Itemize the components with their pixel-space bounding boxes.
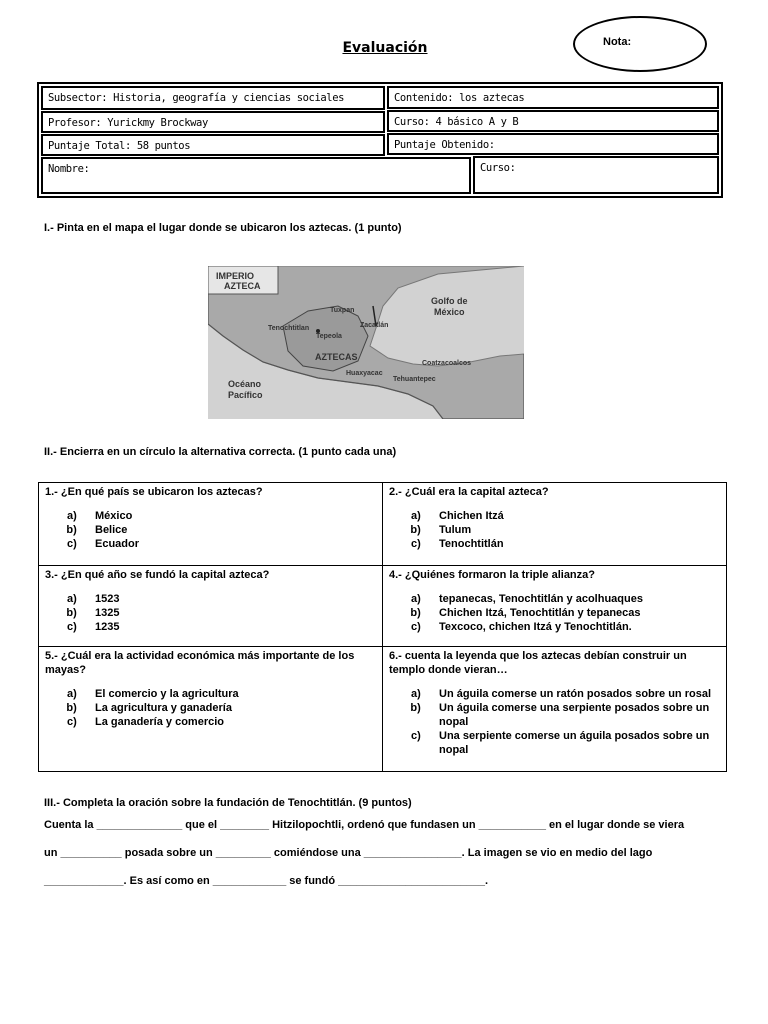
fill-blank-line-3[interactable]: _____________. Es así como en ____________ se fundó ________________________. (44, 875, 489, 887)
curso-grupo-field: Curso: 4 básico A y B (387, 110, 719, 132)
aztecas-label: AZTECAS (315, 352, 358, 362)
tuxpan-label: Tuxpan (330, 307, 355, 314)
section-1-heading: I.- Pinta en el mapa el lugar donde se ubicaron los aztecas. (1 punto) (44, 222, 402, 234)
questions-table (38, 482, 727, 772)
section-2-heading: II.- Encierra en un círculo la alternativa correcta. (1 punto cada una) (44, 446, 397, 458)
question-5-text: 5.- ¿Cuál era la actividad económica más importante de los mayas? (45, 650, 355, 676)
page-title: Evaluación (342, 40, 428, 56)
question-5-option-c[interactable]: c. La ganadería y comercio (89, 715, 376, 729)
question-1-option-c[interactable]: c. Ecuador (89, 537, 376, 551)
golfo-label-line1: Golfo de (431, 296, 468, 306)
question-1-option-b[interactable]: b. Belice (89, 523, 376, 537)
question-1 (39, 483, 382, 565)
question-2-option-a[interactable]: a. Chichen Itzá (433, 509, 721, 523)
question-2-text: 2.- ¿Cuál era la capital azteca? (389, 486, 549, 498)
question-1-text: 1.- ¿En qué país se ubicaron los aztecas? (45, 486, 263, 498)
question-4-option-a[interactable]: a. tepanecas, Tenochtitlán y acolhuaques (433, 592, 721, 606)
subsector-field: Subsector: Historia, geografía y ciencias sociales (41, 86, 385, 110)
aztec-empire-map[interactable] (208, 266, 524, 419)
curso-field[interactable]: Curso: (473, 156, 719, 194)
question-4 (383, 566, 727, 646)
map-title-line1: IMPERIO (216, 271, 255, 281)
question-2-option-b[interactable]: b. Tulum (433, 523, 721, 537)
fill-blank-line-2[interactable]: un __________ posada sobre un _________ comiéndose una ________________. La imagen se vio en medio del lago (44, 847, 653, 859)
oceano-label-line1: Océano (228, 379, 262, 389)
puntaje-obtenido-field[interactable]: Puntaje Obtenido: (387, 133, 719, 155)
coatzacoalcos-label: Coatzacoalcos (422, 360, 472, 367)
question-2 (383, 483, 727, 565)
question-5-option-b[interactable]: b. La agricultura y ganadería (89, 701, 376, 715)
tenochtitlan-label: Tenochtitlan (268, 325, 310, 332)
zacatlan-label: Zacatlán (360, 322, 389, 329)
tepeola-label: Tepeola (316, 333, 342, 340)
question-5-option-a[interactable]: a. El comercio y la agricultura (89, 687, 376, 701)
question-4-option-b[interactable]: b. Chichen Itzá, Tenochtitlán y tepanecas (433, 606, 721, 620)
question-3-option-c[interactable]: c. 1235 (89, 620, 376, 634)
fill-blank-line-1[interactable]: Cuenta la ______________ que el ________ Hitzilopochtli, ordenó que fundasen un ___________ en el lugar donde se viera (44, 819, 685, 831)
nombre-field[interactable]: Nombre: (41, 157, 471, 194)
golfo-label-line2: México (434, 307, 465, 317)
contenido-field: Contenido: los aztecas (387, 86, 719, 109)
question-6-option-b[interactable]: b. Un águila comerse una serpiente posados sobre un nopal (433, 701, 721, 729)
question-4-option-c[interactable]: c. Texcoco, chichen Itzá y Tenochtitlán. (433, 620, 721, 634)
question-6 (383, 647, 727, 771)
huaxyacac-label: Huaxyacac (346, 370, 383, 377)
nota-label: Nota: (603, 36, 632, 48)
oceano-label-line2: Pacífico (228, 390, 263, 400)
question-2-option-c[interactable]: c. Tenochtitlán (433, 537, 721, 551)
question-5 (39, 647, 382, 771)
question-4-text: 4.- ¿Quiénes formaron la triple alianza? (389, 569, 595, 581)
question-6-option-c[interactable]: c. Una serpiente comerse un águila posados sobre un nopal (433, 729, 721, 757)
profesor-field: Profesor: Yurickmy Brockway (41, 111, 385, 133)
puntaje-total-field: Puntaje Total: 58 puntos (41, 134, 385, 156)
map-title-line2: AZTECA (224, 281, 261, 291)
question-6-option-a[interactable]: a. Un águila comerse un ratón posados sobre un rosal (433, 687, 721, 701)
question-3 (39, 566, 382, 646)
question-3-option-b[interactable]: b. 1325 (89, 606, 376, 620)
tehuantepec-label: Tehuantepec (393, 376, 436, 383)
section-3-heading: III.- Completa la oración sobre la fundación de Tenochtitlán. (9 puntos) (44, 797, 412, 809)
info-box (37, 82, 723, 198)
nota-oval (573, 16, 707, 72)
question-3-option-a[interactable]: a. 1523 (89, 592, 376, 606)
question-6-text: 6.- cuenta la leyenda que los aztecas debían construir un templo donde vieran… (389, 650, 687, 676)
question-1-option-a[interactable]: a. México (89, 509, 376, 523)
question-3-text: 3.- ¿En qué año se fundó la capital azteca? (45, 569, 270, 581)
